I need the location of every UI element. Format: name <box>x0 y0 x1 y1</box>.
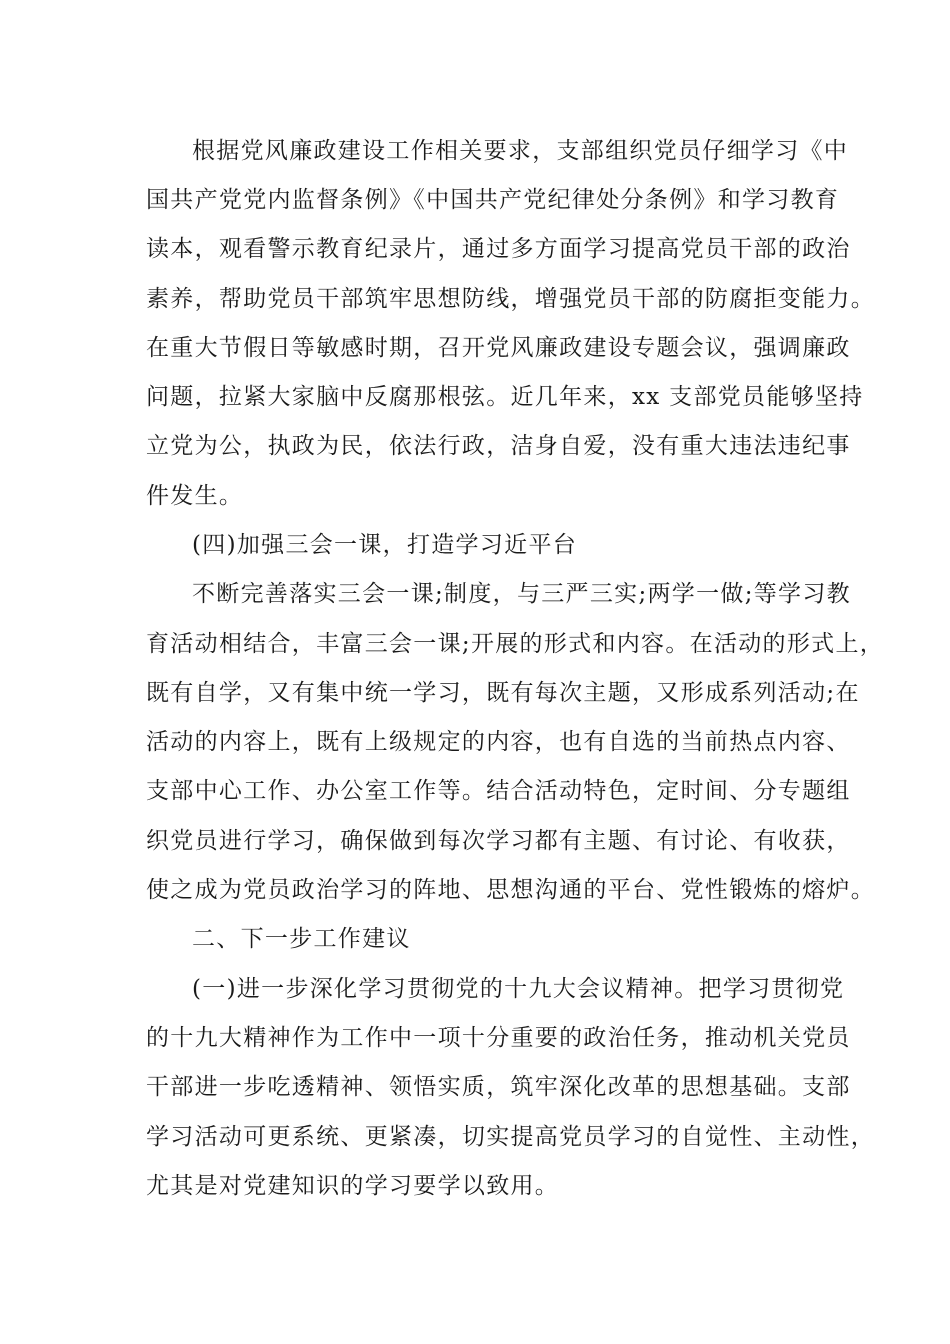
paragraph-line: 素养，帮助党员干部筑牢思想防线，增强党员干部的防腐拒变能力。 <box>146 286 875 312</box>
paragraph-line: 读本，观看警示教育纪录片，通过多方面学习提高党员干部的政治 <box>146 236 851 262</box>
paragraph-line: 的十九大精神作为工作中一项十分重要的政治任务，推动机关党员 <box>146 1025 851 1051</box>
paragraph-line: (一)进一步深化学习贯彻党的十九大会议精神。把学习贯彻党 <box>192 976 845 1002</box>
paragraph-line: 支部中心工作、办公室工作等。结合活动特色，定时间、分专题组 <box>146 778 851 804</box>
paragraph-line: 在重大节假日等敏感时期，召开党风廉政建设专题会议，强调廉政 <box>146 335 851 361</box>
paragraph-line: 尤其是对党建知识的学习要学以致用。 <box>146 1173 560 1199</box>
paragraph-line: 使之成为党员政治学习的阵地、思想沟通的平台、党性锻炼的熔炉。 <box>146 877 875 903</box>
paragraph-line: 国共产党党内监督条例》《中国共产党纪律处分条例》和学习教育 <box>146 187 840 213</box>
paragraph-line: 干部进一步吃透精神、领悟实质，筑牢深化改革的思想基础。支部 <box>146 1074 851 1100</box>
section-heading: (四)加强三会一课，打造学习近平台 <box>192 532 578 558</box>
section-heading: 二、下一步工作建议 <box>192 926 411 952</box>
paragraph-line: 不断完善落实三会一课;制度，与三严三实;两学一做;等学习教 <box>192 581 851 607</box>
paragraph-line: 织党员进行学习，确保做到每次学习都有主题、有讨论、有收获， <box>146 828 851 854</box>
paragraph-line: 件发生。 <box>146 483 244 509</box>
paragraph-line: 立党为公，执政为民，依法行政，洁身自爱，没有重大违法违纪事 <box>146 433 851 459</box>
paragraph-line: 学习活动可更系统、更紧凑，切实提高党员学习的自觉性、主动性， <box>146 1124 875 1150</box>
paragraph-line: 问题，拉紧大家脑中反腐那根弦。近几年来，xx 支部党员能够坚持 <box>146 384 864 410</box>
paragraph-line: 活动的内容上，既有上级规定的内容，也有自选的当前热点内容、 <box>146 729 851 755</box>
paragraph-line: 根据党风廉政建设工作相关要求，支部组织党员仔细学习《中 <box>192 138 849 164</box>
paragraph-line: 既有自学，又有集中统一学习，既有每次主题，又形成系列活动;在 <box>146 680 860 706</box>
paragraph-line: 育活动相结合，丰富三会一课;开展的形式和内容。在活动的形式上， <box>146 631 885 657</box>
